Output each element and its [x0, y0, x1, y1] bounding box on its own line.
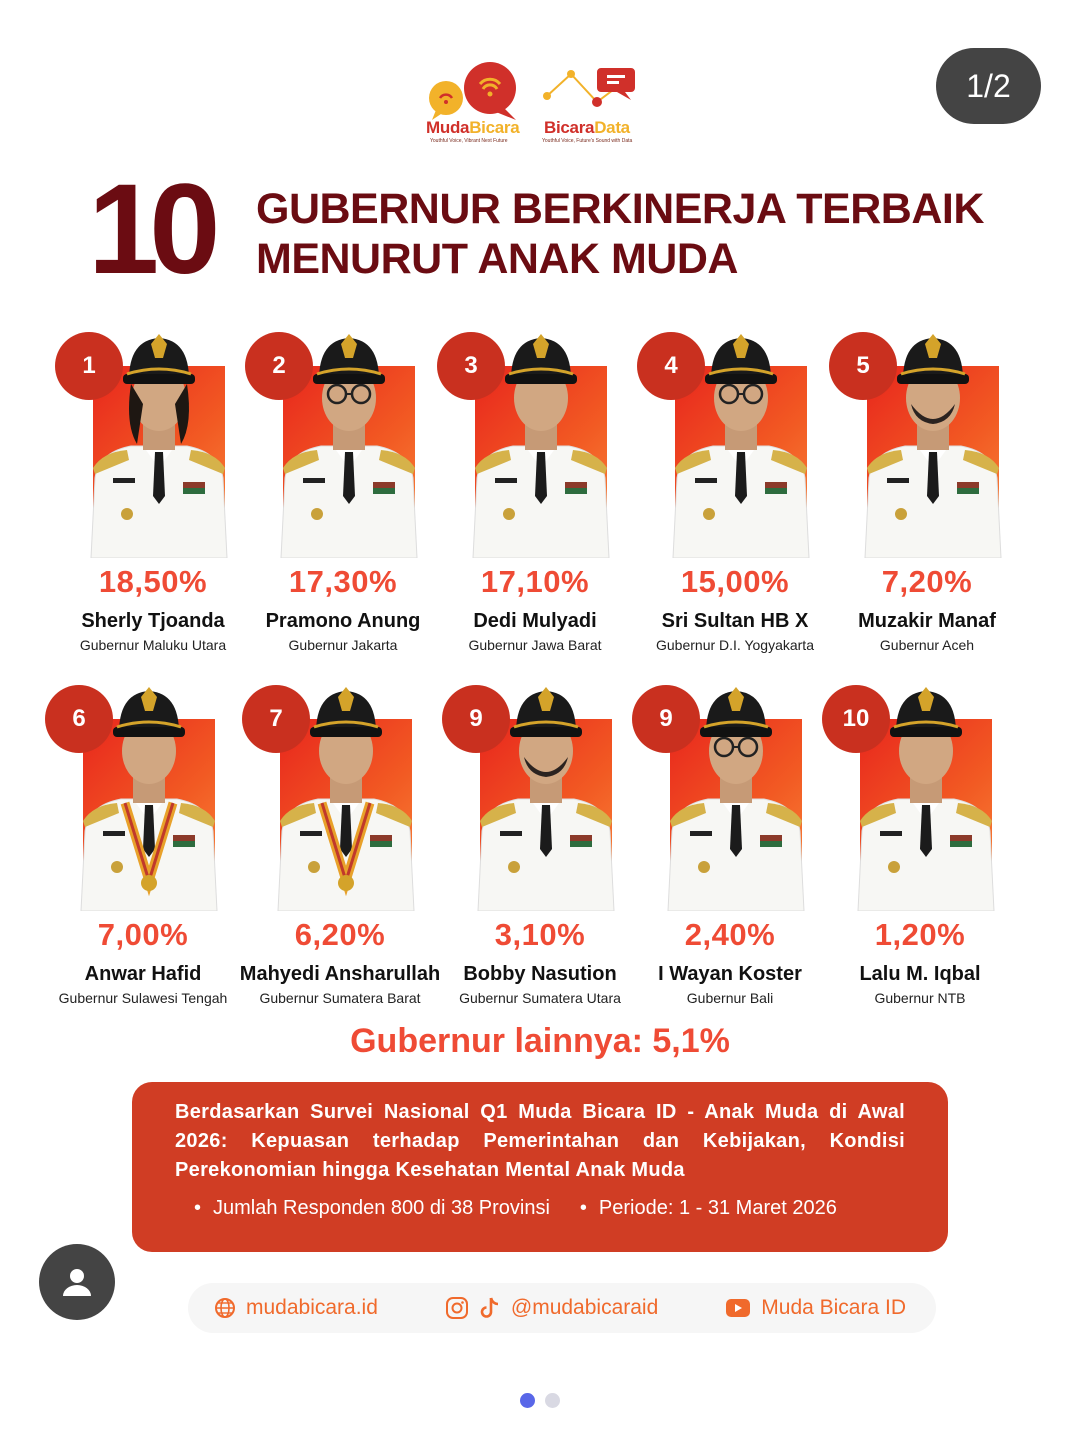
- survey-info-box: [132, 1082, 948, 1252]
- rank-badge: 5: [829, 332, 897, 400]
- survey-period: • Periode: 1 - 31 Maret 2026: [580, 1197, 837, 1220]
- website-label: mudabicara.id: [246, 1296, 378, 1319]
- carousel-dot-1[interactable]: [520, 1393, 535, 1408]
- governor-name: Mahyedi Ansharullah: [239, 963, 441, 985]
- title-line-2: MENURUT ANAK MUDA: [256, 235, 738, 283]
- governor-percentage: 17,10%: [480, 564, 590, 599]
- youtube-icon: [725, 1298, 751, 1318]
- governor-role: Gubernur Sulawesi Tengah: [58, 990, 228, 1006]
- governor-percentage: 2,40%: [684, 917, 776, 952]
- survey-details: [194, 1197, 837, 1220]
- governor-percentage: 3,10%: [494, 917, 586, 952]
- governor-role: Gubernur D.I. Yogyakarta: [656, 637, 814, 653]
- survey-respondents: • Jumlah Responden 800 di 38 Provinsi: [194, 1197, 550, 1220]
- governor-name: Anwar Hafid: [84, 963, 202, 985]
- instagram-icon: [445, 1296, 469, 1320]
- governor-name: I Wayan Koster: [658, 963, 802, 985]
- governor-role: Gubernur Sumatera Barat: [259, 990, 421, 1006]
- governor-card: [245, 332, 441, 662]
- governor-percentage: 18,50%: [98, 564, 208, 599]
- carousel-indicator: [520, 1393, 560, 1408]
- governor-card: [437, 332, 633, 662]
- governor-percentage: 7,00%: [97, 917, 189, 952]
- governor-name: Pramono Anung: [265, 610, 421, 632]
- user-icon: [60, 1265, 94, 1299]
- governor-role: Gubernur Jakarta: [288, 637, 398, 653]
- survey-description: Berdasarkan Survei Nasional Q1 Muda Bicara ID - Anak Muda di Awal 2026: Kepuasan terhadap Pemerintahan dan Kebijakan, Kondisi Perekonomian hingga Kesehatan Mental Anak Muda: [175, 1101, 905, 1181]
- governor-card: [637, 332, 833, 662]
- governor-role: Gubernur Aceh: [879, 637, 975, 653]
- social-label: @mudabicaraid: [510, 1296, 659, 1319]
- governor-name: Lalu M. Iqbal: [859, 963, 981, 985]
- youtube-label: Muda Bicara ID: [761, 1296, 906, 1319]
- globe-icon: [214, 1297, 236, 1319]
- governor-percentage: 7,20%: [881, 564, 973, 599]
- governor-name: Sherly Tjoanda: [81, 610, 225, 632]
- bicaradata-tagline: Youthful Voice, Future's Sound with Data: [542, 138, 633, 144]
- governor-name: Muzakir Manaf: [858, 610, 996, 632]
- governor-percentage: 6,20%: [294, 917, 386, 952]
- governor-card: [632, 685, 828, 1015]
- profile-button[interactable]: [39, 1244, 115, 1320]
- rank-badge: 9: [632, 685, 700, 753]
- other-governors-total: Gubernur lainnya: 5,1%: [350, 1022, 730, 1060]
- title-line-1: GUBERNUR BERKINERJA TERBAIK: [256, 185, 984, 233]
- website-link[interactable]: [214, 1296, 378, 1320]
- governor-card: [822, 685, 1018, 1015]
- governor-card: [45, 685, 241, 1015]
- governor-percentage: 15,00%: [680, 564, 790, 599]
- bicaradata-wordmark: BicaraData: [544, 118, 630, 137]
- governor-role: Gubernur Jawa Barat: [468, 637, 602, 653]
- governor-role: Gubernur Bali: [686, 990, 774, 1006]
- tiktok-icon: [479, 1296, 501, 1320]
- rank-badge: 10: [822, 685, 890, 753]
- rank-badge: 6: [45, 685, 113, 753]
- governor-role: Gubernur Maluku Utara: [79, 637, 227, 653]
- governor-name: Dedi Mulyadi: [473, 610, 597, 632]
- rank-badge: 4: [637, 332, 705, 400]
- rank-badge: 3: [437, 332, 505, 400]
- mudabicara-wordmark: MudaBicara: [426, 118, 520, 137]
- governor-card: [55, 332, 251, 662]
- rank-badge: 2: [245, 332, 313, 400]
- governor-card: [239, 685, 441, 1015]
- footer-links: [188, 1283, 936, 1333]
- governor-percentage: 1,20%: [874, 917, 966, 952]
- carousel-dot-2[interactable]: [545, 1393, 560, 1408]
- mudabicara-tagline: Youthful Voice, Vibrant Next Future: [430, 138, 508, 144]
- title-number: 10: [88, 158, 211, 301]
- governor-card: [442, 685, 638, 1015]
- governor-name: Bobby Nasution: [463, 963, 617, 985]
- governor-name: Sri Sultan HB X: [661, 610, 809, 632]
- rank-badge: 1: [55, 332, 123, 400]
- rank-badge: 9: [442, 685, 510, 753]
- page-counter: 1/2: [936, 48, 1041, 124]
- governor-role: Gubernur Sumatera Utara: [459, 990, 621, 1006]
- governor-percentage: 17,30%: [288, 564, 398, 599]
- social-link[interactable]: [445, 1296, 658, 1320]
- governor-card: [829, 332, 1025, 662]
- youtube-link[interactable]: [725, 1296, 906, 1320]
- header-logos: [424, 60, 664, 150]
- governor-role: Gubernur NTB: [874, 990, 966, 1006]
- rank-badge: 7: [242, 685, 310, 753]
